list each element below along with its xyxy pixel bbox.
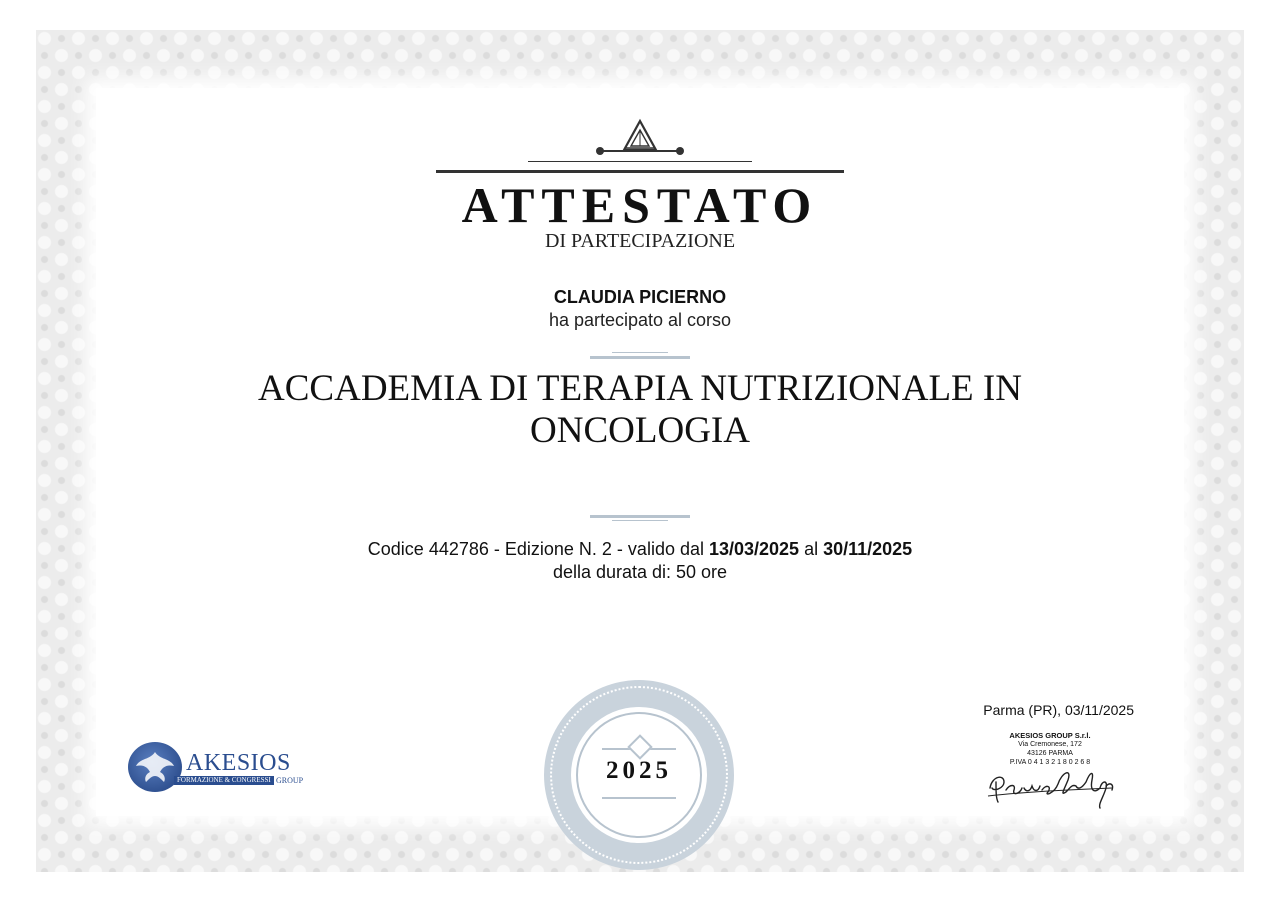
course-title-line2: ONCOLOGIA [530,410,750,451]
logo-wordmark: AKESIOS [186,750,291,776]
divider-top-accent [612,352,668,353]
divider-bottom-accent [612,520,668,521]
divider-top [590,356,690,359]
seal-line-bottom [602,797,676,799]
course-title [0,368,1280,452]
issue-place-date: Parma (PR), 03/11/2025 [983,702,1134,718]
stamp-vat: P.IVA 0 4 1 3 2 1 8 0 2 6 8 [1009,759,1091,766]
header-rule-thick [436,170,844,173]
certificate-title: ATTESTATO [461,177,819,233]
seal-year: 2025 [606,757,672,784]
akesios-logo [128,740,308,796]
handwritten-signature [982,758,1132,814]
logo-group: GROUP [276,776,304,785]
triangle-ornament-icon [590,118,690,162]
end-date: 30/11/2025 [823,539,913,559]
course-code-prefix: Codice 442786 - Edizione N. 2 - valido dal [367,539,709,559]
year-seal [544,680,734,870]
date-connector: al [799,539,824,559]
participant-name: CLAUDIA PICIERNO [553,287,727,307]
header-rule-thin [528,161,752,162]
certificate-subtitle: DI PARTECIPAZIONE [544,230,736,252]
stamp-company: AKESIOS GROUP S.r.l. [1009,731,1091,740]
course-duration: della durata di: 50 ore [552,562,728,582]
logo-tagline: FORMAZIONE & CONGRESSI [174,776,274,785]
start-date: 13/03/2025 [708,539,800,559]
divider-bottom [590,515,690,518]
stamp-address: Via Cremonese, 172 [1018,741,1082,748]
participation-statement: ha partecipato al corso [548,310,732,330]
stamp-city: 43126 PARMA [1027,750,1073,757]
course-code-line [0,539,1280,560]
course-title-line1: ACCADEMIA DI TERAPIA NUTRIZIONALE IN [258,368,1022,409]
